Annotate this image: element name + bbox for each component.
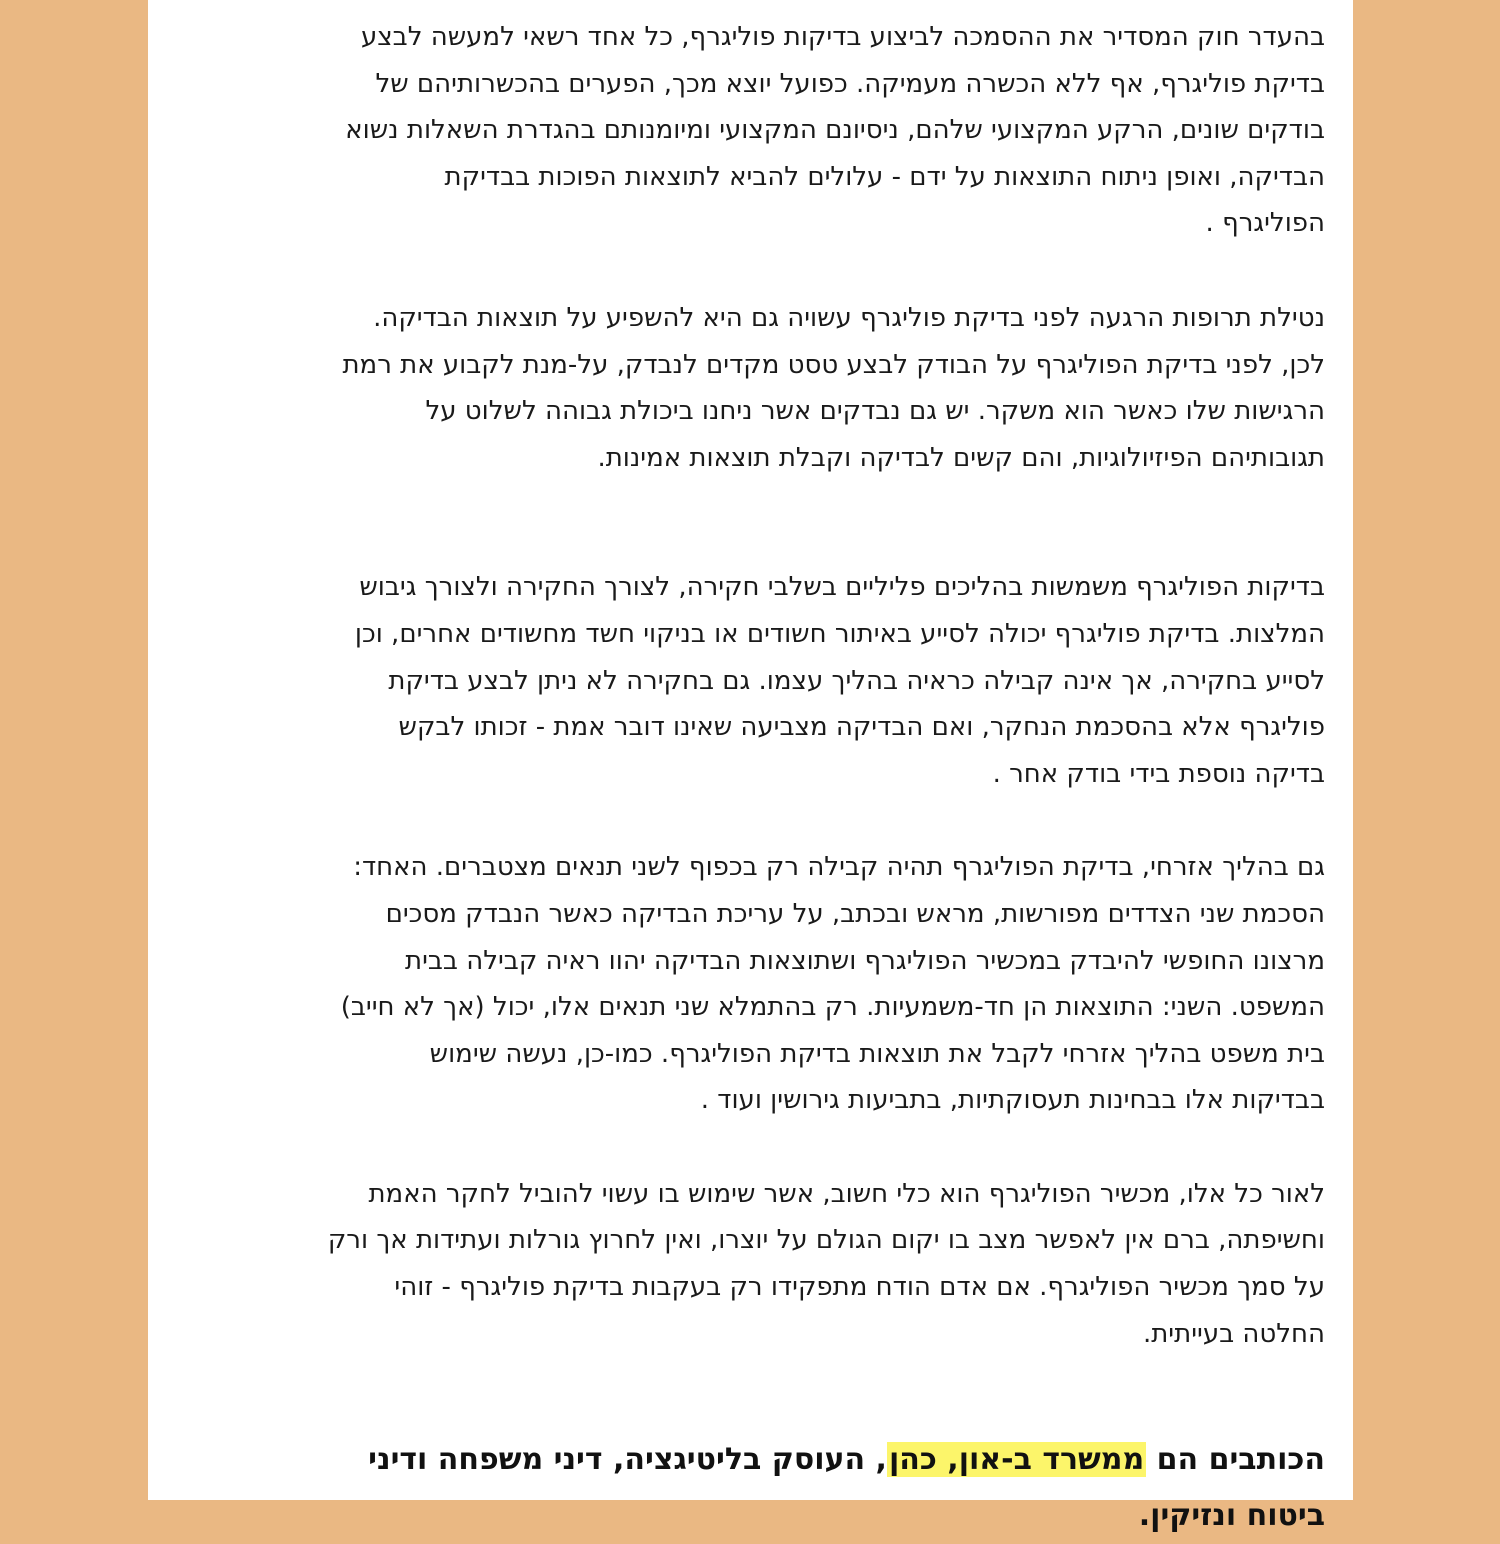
document-page — [148, 0, 1353, 1534]
highlighted-firm-name: ממשרד ב-און, כהן — [888, 1442, 1145, 1478]
paragraph-5: לאור כל אלו, מכשיר הפוליגרף הוא כלי חשוב, אשר שימוש בו עשוי להוביל לחקר האמת וחשיפתה, ברם אין לאפשר מצב בו יקום הגולם על יוצרו, ואין לחרוץ גורלות ועתידות אך ורק על סמך מכשיר הפוליגרף. אם אדם הודח מתפקידו רק בעקבות בדיקת פוליגרף - זוהי החלטה בעייתית. — [327, 1178, 1325, 1349]
paragraph-3: בדיקות הפוליגרף משמשות בהליכים פליליים בשלבי חקירה, לצורך החקירה ולצורך גיבוש המלצות. בדיקת פוליגרף יכולה לסייע באיתור חשודים או בניקוי חשד מחשודים אחרים, וכן לסייע בחקירה, אך אינה קבילה כראיה בהליך עצמו. גם בחקירה לא ניתן לבצע בדיקת פוליגרף אלא בהסכמת הנחקר, ואם הבדיקה מצביעה שאינו דובר אמת - זכותו לבקש בדיקה נוספת בידי בודק אחר . — [354, 572, 1325, 789]
author-credit — [185, 1432, 1325, 1544]
author-credit-suffix: , העוסק בליטיגציה, דיני משפחה ודיני ביטוח ונזיקין. — [368, 1442, 1325, 1534]
paragraph-2: נטילת תרופות הרגעה לפני בדיקת פוליגרף עשויה גם היא להשפיע על תוצאות הבדיקה. לכן, לפני בדיקת הפוליגרף על הבודק לבצע טסט מקדים לנבדק, על-מנת לקבוע את רמת הרגישות שלו כאשר הוא משקר. יש גם נבדקים אשר ניחנו ביכולת גבוהה לשלוט על תגובותיהם הפיזיולוגיות, והם קשים לבדיקה וקבלת תוצאות אמינות. — [342, 302, 1325, 473]
author-credit-prefix: הכותבים הם — [1146, 1442, 1325, 1478]
paragraph-4: גם בהליך אזרחי, בדיקת הפוליגרף תהיה קבילה רק בכפוף לשני תנאים מצטברים. האחד: הסכמת שני הצדדים מפורשות, מראש ובכתב, על עריכת הבדיקה כאשר הנבדק מסכים מרצונו החופשי להיבדק במכשיר הפוליגרף ושתוצאות הבדיקה יהוו ראיה קבילה בבית המשפט. השני: התוצאות הן חד-משמעיות. רק בהתמלא שני תנאים אלו, יכול (אך לא חייב) בית משפט בהליך אזרחי לקבל את תוצאות בדיקת הפוליגרף. כמו-כן, נעשה שימוש בבדיקות אלו בבחינות תעסוקתיות, בתביעות גירושין ועוד . — [340, 852, 1325, 1116]
article-body — [185, 14, 1325, 1544]
paragraph-1: בהעדר חוק המסדיר את ההסמכה לביצוע בדיקות פוליגרף, כל אחד רשאי למעשה לבצע בדיקת פוליגרף, אף ללא הכשרה מעמיקה. כפועל יוצא מכך, הפערים בהכשרותיהם של בודקים שונים, הרקע המקצועי שלהם, ניסיונם המקצועי ומיומנותם בהגדרת השאלות נשוא הבדיקה, ואופן ניתוח התוצאות על ידם - עלולים להביא לתוצאות הפוכות בבדיקת הפוליגרף . — [345, 22, 1325, 239]
